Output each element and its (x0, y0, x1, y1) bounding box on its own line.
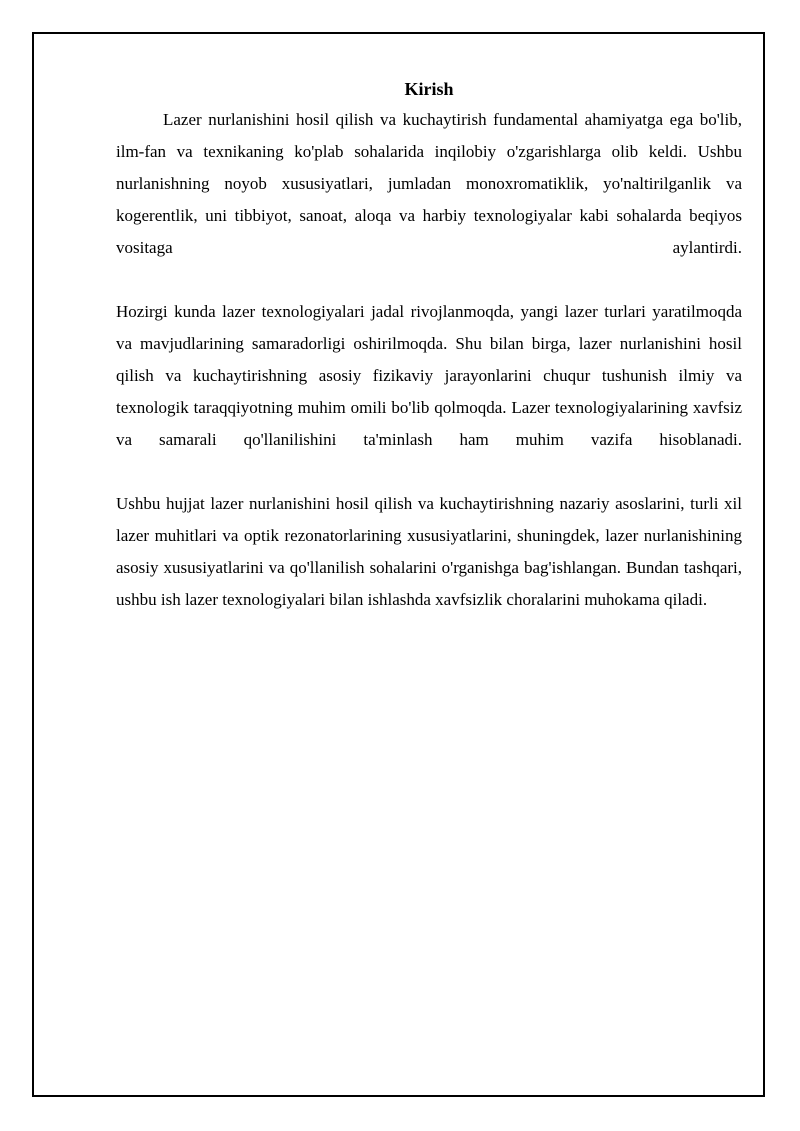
paragraph-scope: Ushbu hujjat lazer nurlanishini hosil qilish va kuchaytirishning nazariy asoslarini, turli xil lazer muhitlari va optik rezonatorlarining xususiyatlarini, shuningdek, lazer nurlanishining asosiy xususiyatlarini va qo'llanilish sohalarini o'rganishga bag'ishlangan. Bundan tashqari, ushbu ish lazer texnologiyalari bilan ishlashda xavfsizlik choralarini muhokama qiladi. (116, 494, 742, 609)
document-body (116, 74, 742, 616)
paragraph-current-state: Hozirgi kunda lazer texnologiyalari jadal rivojlanmoqda, yangi lazer turlari yaratilmoqda va mavjudlarining samaradorligi oshirilmoqda. Shu bilan birga, lazer nurlanishini hosil qilish va kuchaytirishning asosiy fizikaviy jarayonlarini chuqur tushunish ilmiy va texnologik taraqqiyotning muhim omili bo'lib qolmoqda. Lazer texnologiyalarining xavfsiz va samarali qo'llanilishini ta'minlash ham muhim vazifa hisoblanadi. (116, 302, 742, 449)
paragraph-spacer (116, 264, 742, 296)
paragraph-intro: Lazer nurlanishini hosil qilish va kuchaytirish fundamental ahamiyatga ega bo'lib, ilm-fan va texnikaning ko'plab sohalarida inqilobiy o'zgarishlarga olib keldi. Ushbu nurlanishning noyob xususiyatlari, jumladan monoxromatiklik, yo'naltirilganlik va kogerentlik, uni tibbiyot, sanoat, aloqa va harbiy texnologiyalar kabi sohalarda beqiyos vositaga aylantirdi. (116, 110, 742, 257)
paragraph-spacer (116, 456, 742, 488)
document-title: Kirish (404, 79, 454, 99)
